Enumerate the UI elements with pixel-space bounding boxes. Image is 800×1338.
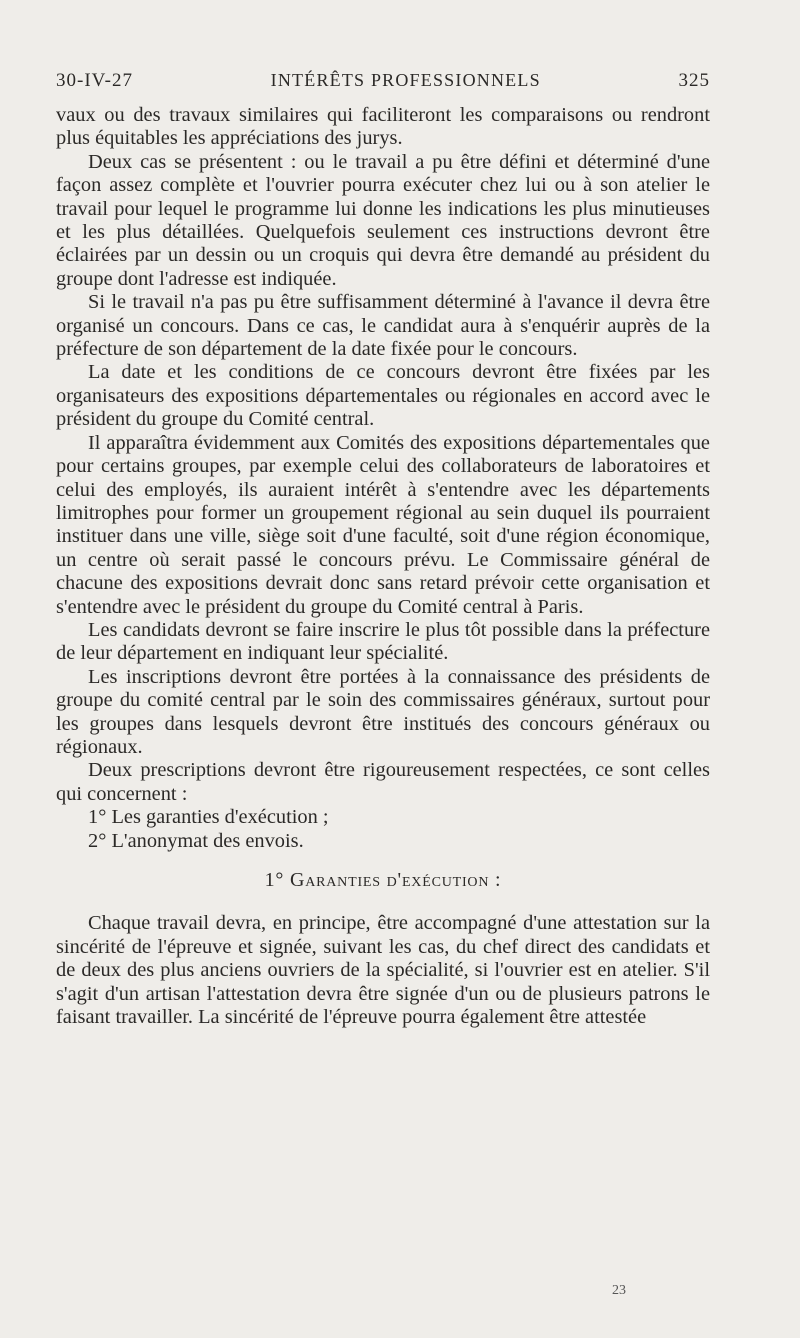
signature-mark: 23 [612,1283,626,1298]
paragraph: vaux ou des travaux similaires qui faciliteront les comparaisons ou rendront plus équitables les appréciations des jurys. [56,104,710,150]
paragraph: Deux prescriptions devront être rigoureusement respectées, ce sont celles qui concernent : [56,759,710,805]
list-item: 2° L'anonymat des envois. [88,829,304,852]
body-text [56,104,710,1029]
header-title: INTÉRÊTS PROFESSIONNELS [270,70,541,90]
section-heading: 1° Garanties d'exécution : [264,869,502,891]
header-date: 30-IV-27 [56,70,133,91]
paragraph: Deux cas se présentent : ou le travail a pu être défini et déterminé d'une façon assez complète et l'ouvrier pourra exécuter chez lui ou à son atelier le travail pour lequel le programme lui donne les indications les plus minutieuses et les plus détaillées. Quelquefois seulement ces instructions devront être éclairées par un dessin ou un croquis qui devra être demandé au président du groupe dont l'adresse est indiquée. [56,150,710,290]
list-item: 1° Les garanties d'exécution ; [88,806,329,829]
paragraph: Il apparaîtra évidemment aux Comités des expositions départementales que pour certains groupes, par exemple celui des collaborateurs de laboratoires et celui des employés, ils auraient intérêt à s'entendre avec les départements limitrophes pour former un groupement régional au sein duquel ils pourraient instituer dans une ville, siège soit d'une faculté, soit d'une région économique, un centre où serait passé le concours prévu. Le Commissaire général de chacune des expositions devrait donc sans retard prévoir cette organisation et s'entendre avec le président du groupe du Comité central à Paris. [56,431,710,618]
paragraph: La date et les conditions de ce concours devront être fixées par les organisateurs des expositions départementales ou régionales en accord avec le président du groupe du Comité central. [56,361,710,431]
page [56,70,710,1029]
paragraph: Les inscriptions devront être portées à la connaissance des présidents de groupe du comité central par le soin des commissaires généraux, surtout pour les groupes dans lesquels devront être institués des concours généraux ou régionaux. [56,665,710,758]
paragraph: Chaque travail devra, en principe, être accompagné d'une attestation sur la sincérité de l'épreuve et signée, suivant les cas, du chef direct des candidats et de deux des plus anciens ouvriers de la spécialité, si l'ouvrier est en atelier. S'il s'agit d'un artisan l'attestation devra être signée d'un ou de plusieurs patrons le faisant travailler. La sincérité de l'épreuve pourra également être attestée [56,912,710,1029]
page-number: 325 [678,70,710,91]
running-header [56,70,710,104]
paragraph: Si le travail n'a pas pu être suffisamment déterminé à l'avance il devra être organisé un concours. Dans ce cas, le candidat aura à s'enquérir auprès de la préfecture de son département de la date fixée pour le concours. [56,291,710,361]
paragraph: Les candidats devront se faire inscrire le plus tôt possible dans la préfecture de leur département en indiquant leur spécialité. [56,618,710,665]
